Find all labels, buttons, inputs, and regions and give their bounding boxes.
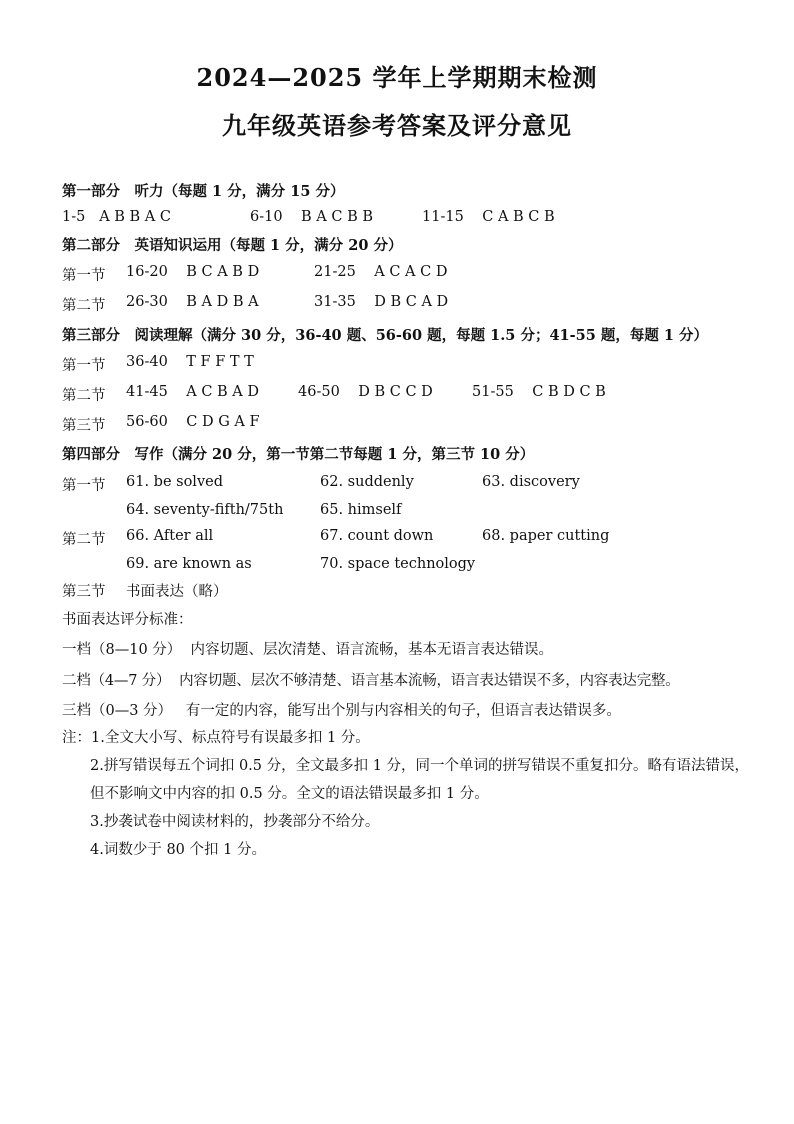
- document-subtitle: 九年级英语参考答案及评分意见: [222, 111, 572, 140]
- answer-group: [126, 264, 259, 280]
- section-label: 第三节: [62, 418, 106, 434]
- answer-letters: B A C B B: [301, 209, 373, 225]
- answer-group: [126, 414, 260, 430]
- criteria-level: [62, 638, 553, 659]
- section-label: 第二节: [62, 298, 106, 314]
- answer-range: 1-5: [62, 209, 86, 225]
- answer-group: [126, 294, 259, 310]
- level-desc: 内容切题、层次清楚、语言流畅，基本无语言表达错误。: [190, 642, 554, 658]
- answer-letters: A C B A D: [186, 384, 260, 400]
- answer-letters: D B C A D: [374, 294, 449, 310]
- answer-group: [314, 264, 447, 280]
- section-label: 第二节: [62, 388, 106, 404]
- answer-group: [126, 354, 254, 370]
- level-label: 一档（8—10 分）: [62, 642, 182, 658]
- answer-item: 68. paper cutting: [482, 528, 610, 544]
- section-label: 第一节: [62, 268, 106, 284]
- answer-letters: B C A B D: [186, 264, 260, 280]
- note-item: 2.拼写错误每五个词扣 0.5 分，全文最多扣 1 分，同一个单词的拼写错误不重复扣分。略有语法错误，但不影响文中内容的扣 0.5 分。全文的语法错误最多扣 1 分。: [90, 758, 750, 802]
- document-title: 2024—2025 学年上学期期末检测: [196, 63, 598, 92]
- answer-letters: C B D C B: [532, 384, 606, 400]
- answer-letters: C D G A F: [186, 414, 260, 430]
- section3-text: 书面表达（略）: [126, 584, 228, 600]
- note-item: 3.抄袭试卷中阅读材料的，抄袭部分不给分。: [90, 814, 380, 830]
- answer-item: 62. suddenly: [320, 474, 414, 490]
- section-label: 第二节: [62, 532, 106, 548]
- answer-group: [422, 209, 555, 225]
- answer-range: 21-25: [314, 264, 356, 280]
- answer-item: 66. After all: [126, 528, 214, 544]
- answer-group: [314, 294, 448, 310]
- answer-item: 70. space technology: [320, 556, 476, 572]
- answer-letters: A B B A C: [99, 209, 171, 225]
- answer-range: 6-10: [250, 209, 283, 225]
- answer-item: 69. are known as: [126, 556, 252, 572]
- answer-range: 41-45: [126, 384, 168, 400]
- criteria-heading: 书面表达评分标准：: [62, 612, 193, 628]
- part1-heading: 第一部分 听力（每题 1 分，满分 15 分）: [62, 183, 345, 200]
- answer-letters: D B C C D: [358, 384, 433, 400]
- answer-item: 61. be solved: [126, 474, 224, 490]
- level-desc: 内容切题、层次不够清楚、语言基本流畅，语言表达错误不多，内容表达完整。: [179, 673, 680, 689]
- answer-item: 67. count down: [320, 528, 434, 544]
- answer-group: [62, 209, 171, 225]
- answer-group: [250, 209, 373, 225]
- part2-heading: 第二部分 英语知识运用（每题 1 分，满分 20 分）: [62, 237, 403, 254]
- part4-heading: 第四部分 写作（满分 20 分，第一节第二节每题 1 分，第三节 10 分）: [62, 446, 535, 463]
- criteria-level: [62, 669, 680, 690]
- note-item: 注：1.全文大小写、标点符号有误最多扣 1 分。: [62, 730, 370, 746]
- answer-letters: C A B C B: [482, 209, 555, 225]
- section-label: 第一节: [62, 358, 106, 374]
- answer-range: 36-40: [126, 354, 168, 370]
- note-item: 4.词数少于 80 个扣 1 分。: [90, 842, 266, 858]
- answer-letters: T F F T T: [186, 354, 254, 370]
- answer-item: 64. seventy-fifth/75th: [126, 502, 284, 518]
- answer-group: [472, 384, 606, 400]
- answer-letters: B A D B A: [186, 294, 259, 310]
- answer-range: 51-55: [472, 384, 514, 400]
- answer-range: 31-35: [314, 294, 356, 310]
- part3-heading: 第三部分 阅读理解（满分 30 分，36-40 题、56-60 题，每题 1.5 分；41-55 题，每题 1 分）: [62, 327, 709, 344]
- answer-item: 63. discovery: [482, 474, 580, 490]
- answer-range: 16-20: [126, 264, 168, 280]
- answer-group: [298, 384, 433, 400]
- section-label: 第一节: [62, 478, 106, 494]
- notes-block: [62, 724, 752, 864]
- answer-group: [126, 384, 259, 400]
- criteria-level: [62, 699, 621, 720]
- level-label: 二档（4—7 分）: [62, 673, 171, 689]
- section-label: 第三节: [62, 584, 106, 600]
- level-desc: 有一定的内容，能写出个别与内容相关的句子，但语言表达错误多。: [185, 703, 621, 719]
- answer-letters: A C A C D: [374, 264, 448, 280]
- level-label: 三档（0—3 分）: [62, 703, 173, 719]
- answer-range: 56-60: [126, 414, 168, 430]
- answer-range: 46-50: [298, 384, 340, 400]
- answer-range: 26-30: [126, 294, 168, 310]
- answer-range: 11-15: [422, 209, 464, 225]
- answer-item: 65. himself: [320, 502, 402, 518]
